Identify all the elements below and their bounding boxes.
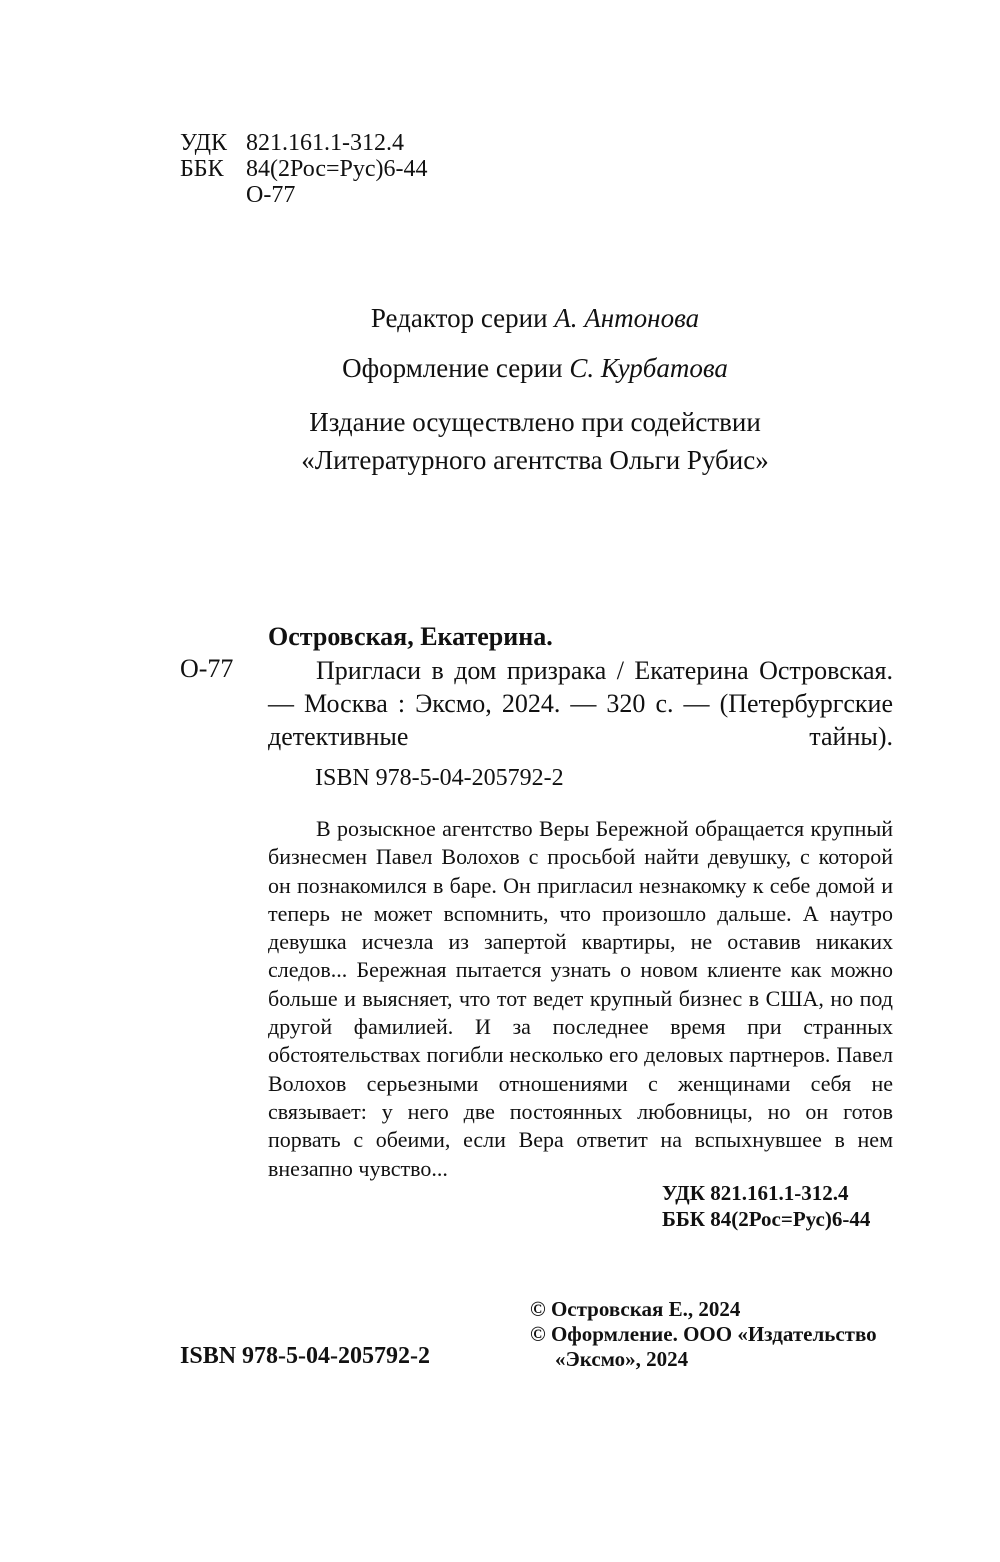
bbk-row [180, 156, 428, 182]
bib-description-text: Пригласи в дом призрака / Екатерина Островская. — Москва : Эксмо, 2024. — 320 с. — (Петербургские детективные тайны). [268, 656, 893, 751]
author-mark: О-77 [246, 182, 296, 208]
isbn-footer: ISBN 978-5-04-205792-2 [180, 1343, 430, 1369]
author-mark-row [180, 182, 295, 208]
udk-code: 821.161.1-312.4 [246, 130, 404, 156]
bbk-label: ББК [180, 156, 224, 182]
copyright-author: © Островская Е., 2024 [530, 1297, 741, 1321]
series-design-name: С. Курбатова [569, 353, 728, 383]
udk-row [180, 130, 404, 156]
annotation [268, 815, 893, 1183]
bib-author-mark: О-77 [180, 654, 234, 683]
annotation-text: В розыскное агентство Веры Бережной обращается крупный бизнесмен Павел Волохов с просьбой найти девушку, с которой он познакомился в баре. Он пригласил незнакомку к себе домой и теперь не может вспомнить, что произошло дальше. А наутро девушка исчезла из запертой квартиры, не оставив никаких следов... Бережная пытается узнать о новом клиенте как можно больше и выясняет, что тот ведет крупный бизнес в США, но под другой фамилией. И за последнее время при странных обстоятельствах погибли несколько его деловых партнеров. Павел Волохов серьезными отношениями с женщинами себя не связывает: у него две постоянных любовницы, но он готов порвать с обеими, если Вера ответит на вспыхнувшее в нем внезапно чувство... [268, 816, 893, 1181]
udk-label: УДК [180, 130, 227, 156]
bib-isbn: ISBN 978-5-04-205792-2 [315, 765, 564, 791]
series-editor-label: Редактор серии [370, 303, 548, 333]
bib-description [268, 654, 893, 753]
series-editor-line [0, 303, 1000, 333]
bottom-udk: УДК 821.161.1-312.4 [662, 1181, 849, 1205]
series-design-line [0, 353, 1000, 383]
bottom-bbk: ББК 84(2Рос=Рус)6-44 [662, 1207, 871, 1231]
copyright-design: © Оформление. ООО «Издательство [530, 1322, 877, 1346]
support-line-1: Издание осуществлено при содействии [309, 407, 761, 437]
series-design-label: Оформление серии [342, 353, 563, 383]
author-heading: Островская, Екатерина. [268, 622, 553, 651]
bbk-code: 84(2Рос=Рус)6-44 [246, 156, 428, 182]
support-line-2: «Литературного агентства Ольги Рубис» [301, 445, 769, 475]
series-editor-name: А. Антонова [554, 303, 700, 333]
copyright-publisher: «Эксмо», 2024 [555, 1347, 689, 1371]
